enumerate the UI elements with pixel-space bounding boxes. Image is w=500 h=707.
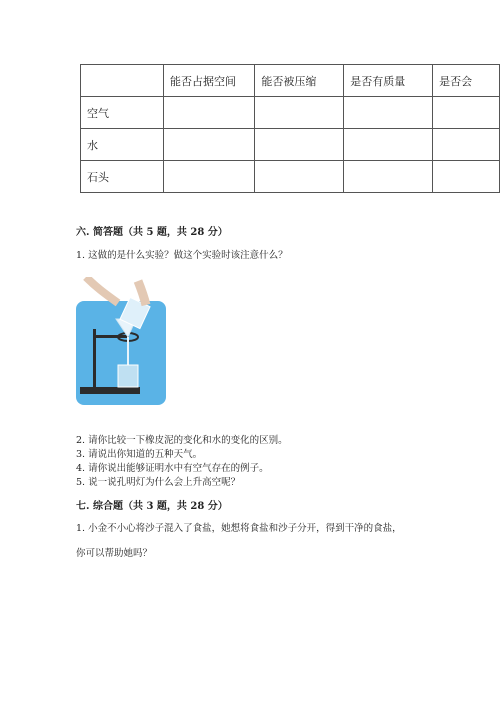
question-6-3: 3. 请说出你知道的五种天气。: [76, 449, 203, 460]
table-header-cell: 是否有质量: [344, 65, 433, 97]
table-row-label: 水: [81, 129, 164, 161]
table-answer-cell[interactable]: [433, 97, 500, 129]
table-answer-cell[interactable]: [255, 129, 344, 161]
table-row: [81, 161, 500, 193]
table-answer-cell[interactable]: [344, 129, 433, 161]
table-header-cell: [81, 65, 164, 97]
table-answer-cell[interactable]: [344, 97, 433, 129]
table-answer-cell[interactable]: [433, 161, 500, 193]
table-row-label: 石头: [81, 161, 164, 193]
question-6-2: 2. 请你比较一下橡皮泥的变化和水的变化的区别。: [76, 435, 288, 446]
table-row-label: 空气: [81, 97, 164, 129]
section-6-heading: 六. 简答题（共 5 题，共 28 分）: [76, 227, 228, 238]
table-header-cell: 是否会: [433, 65, 500, 97]
table-answer-cell[interactable]: [255, 161, 344, 193]
question-6-1: 1. 这做的是什么实验？做这个实验时该注意什么？: [76, 250, 288, 261]
filtration-experiment-photo: [76, 277, 166, 405]
properties-table: [80, 64, 500, 193]
question-7-1-continued: 你可以帮助她吗？: [76, 548, 153, 559]
question-6-4: 4. 请你说出能够证明水中有空气存在的例子。: [76, 463, 269, 474]
question-6-5: 5. 说一说孔明灯为什么会上升高空呢？: [76, 477, 241, 488]
table-header-cell: 能否占据空间: [163, 65, 254, 97]
section-7-heading: 七. 综合题（共 3 题，共 28 分）: [76, 501, 228, 512]
table-answer-cell[interactable]: [255, 97, 344, 129]
table-answer-cell[interactable]: [433, 129, 500, 161]
question-7-1: 1. 小金不小心将沙子混入了食盐，她想将食盐和沙子分开，得到干净的食盐，: [76, 523, 402, 534]
table-row: [81, 97, 500, 129]
table-answer-cell[interactable]: [163, 129, 254, 161]
table-answer-cell[interactable]: [163, 161, 254, 193]
table-answer-cell[interactable]: [163, 97, 254, 129]
table-answer-cell[interactable]: [344, 161, 433, 193]
table-header-row: [81, 65, 500, 97]
table-row: [81, 129, 500, 161]
table-header-cell: 能否被压缩: [255, 65, 344, 97]
